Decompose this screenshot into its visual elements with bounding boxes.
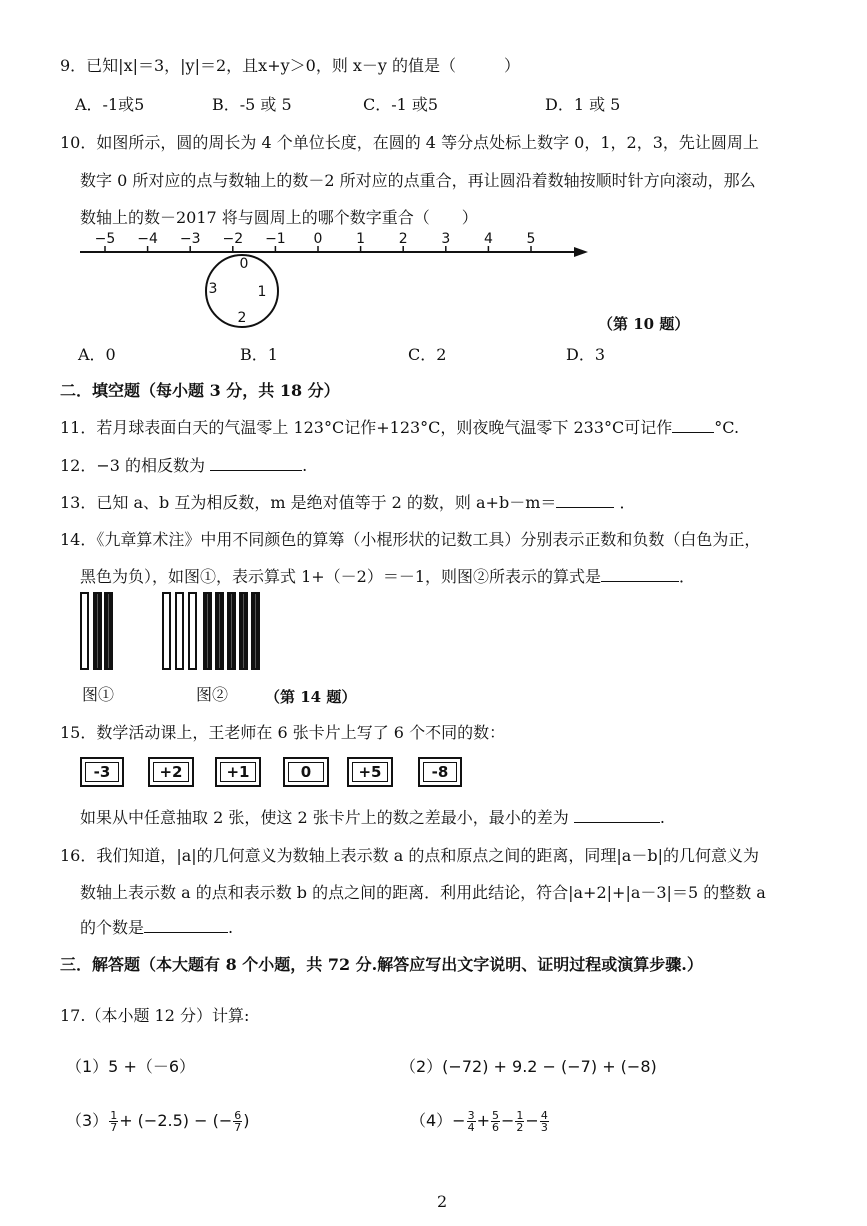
q17-part3-label: （3） [66,1111,109,1130]
q14-tail: ． [679,567,696,586]
q16-tail: . [228,918,234,937]
q17-part4-label: （4）− [410,1111,466,1130]
q10-line3: 数轴上的数－2017 将与圆周上的哪个数字重合（ ） [80,208,478,227]
q11-tail: °C. [714,418,740,437]
figure-1-label: 图① [82,685,115,704]
q9-option-c: C．-1 或5 [363,95,439,114]
q10-caption: （第 10 题） [598,315,690,333]
q10-option-d: D．3 [566,345,606,364]
black-rod [239,592,248,670]
q13-text: 13．已知 a、b 互为相反数，m 是绝对值等于 2 的数，则 a+b－m＝ [60,493,557,512]
black-rod [251,592,260,670]
axis-tick-label: −2 [222,231,244,247]
q11 [60,415,739,438]
q13 [60,490,635,513]
number-card: +1 [215,757,261,787]
section3-title: 三．解答题（本大题有 8 个小题，共 72 分.解答应写出文字说明、证明过程或演算步骤.） [60,955,703,974]
q16-line2: 数轴上表示数 a 的点和表示数 b 的点之间的距离．利用此结论，符合|a+2|+|a－3|＝5 的整数 a [80,883,766,902]
q17-part2: （2）(−72) + 9.2 − (−7) + (−8) [400,1057,657,1076]
q17-part1: （1）5 +（－6） [66,1057,196,1076]
q17-title: 17.（本小题 12 分）计算: [60,1006,250,1025]
q16-line3-wrap [80,915,233,938]
fraction: $\frac{6}{7}$ [234,1109,242,1134]
axis-tick-label: 5 [526,231,536,247]
q12-tail: . [302,456,308,475]
black-rod [215,592,224,670]
q13-tail: ． [619,493,636,512]
q14-line2: 黑色为负），如图①，表示算式 1+（－2）＝－1，则图②所表示的算式是 [80,567,602,586]
white-rod [175,592,184,670]
white-rod [80,592,89,670]
circle-label-0: 0 [239,256,249,272]
axis-tick-label: 3 [441,231,451,247]
axis-tick-label: 2 [398,231,408,247]
circle-label-1: 1 [257,284,267,300]
black-rod [227,592,236,670]
number-card: +5 [347,757,393,787]
fraction: $\frac{3}{4}$ [467,1109,475,1134]
q12-text: 12．−3 的相反数为 [60,456,206,475]
number-card: 0 [283,757,329,787]
number-card: -3 [80,757,124,787]
white-rod [188,592,197,670]
axis-tick-label: −3 [179,231,201,247]
q10-option-b: B．1 [240,345,278,364]
fraction: $\frac{1}{2}$ [516,1109,524,1134]
figure-2-label: 图② [196,685,229,704]
page-number: 2 [437,1192,448,1211]
number-card: +2 [148,757,194,787]
axis-tick-label: −5 [94,231,116,247]
q11-text: 11．若月球表面白天的气温零上 123°C记作+123°C，则夜晚气温零下 233°C可记作 [60,418,673,437]
q17-part3 [66,1108,250,1133]
q12 [60,453,307,476]
q9-option-a: A．-1或5 [75,95,145,114]
number-card: -8 [418,757,462,787]
number-line-figure [70,228,600,333]
q17-part3-end: ) [243,1111,250,1130]
axis-tick-label: 4 [483,231,493,247]
circle-label-3: 3 [208,281,218,297]
section2-title: 二．填空题（每小题 3 分，共 18 分） [60,381,340,400]
q14-caption: （第 14 题） [265,688,357,706]
q10-line1: 10．如图所示，圆的周长为 4 个单位长度，在圆的 4 等分点处标上数字 0，1，2，3，先让圆周上 [60,133,759,152]
axis-tick-label: −1 [265,231,286,247]
q10-option-a: A．0 [78,345,116,364]
q10-line2: 数字 0 所对应的点与数轴上的数－2 所对应的点重合，再让圆沿着数轴按顺时针方向滚动，那么 [80,171,756,190]
q17-part3-mid: + (−2.5) − (− [119,1111,233,1130]
fraction: $\frac{4}{3}$ [540,1109,548,1134]
axis-tick-label: −4 [137,231,158,247]
q14-line2-wrap [80,564,695,587]
q15-line2-wrap [80,805,665,828]
fraction: $\frac{5}{6}$ [492,1109,499,1134]
q15-line2: 如果从中任意抽取 2 张，使这 2 张卡片上的数之差最小，最小的差为 [80,808,569,827]
black-rod [203,592,212,670]
q14-line1: 14．《九章算术注》中用不同颜色的算筹（小棍形状的记数工具）分别表示正数和负数（白色为正， [60,530,761,549]
q9-stem: 9．已知|x|＝3，|y|＝2，且x+y＞0，则 x－y 的值是（ ） [60,56,521,75]
q15-line1: 15．数学活动课上，王老师在 6 张卡片上写了 6 个不同的数： [60,723,506,742]
fraction: $\frac{1}{7}$ [110,1109,118,1134]
q9-option-d: D．1 或 5 [545,95,621,114]
axis-tick-label: 0 [313,231,323,247]
q15-tail: . [659,808,665,827]
q16-line1: 16．我们知道，|a|的几何意义为数轴上表示数 a 的点和原点之间的距离，同理|a－b|的几何意义为 [60,846,759,865]
q17-part4: （4）− $\frac{3}{4}$ + $\frac{5}{6}$ − $\frac{1}{2}$ − $\frac{4}{3}$ [410,1109,548,1134]
black-rod [93,592,102,670]
white-rod [162,592,171,670]
black-rod [104,592,113,670]
axis-tick-label: 1 [356,231,366,247]
circle-label-2: 2 [237,310,247,326]
q10-option-c: C．2 [408,345,447,364]
q9-option-b: B．-5 或 5 [212,95,292,114]
q16-line3: 的个数是 [80,918,145,937]
